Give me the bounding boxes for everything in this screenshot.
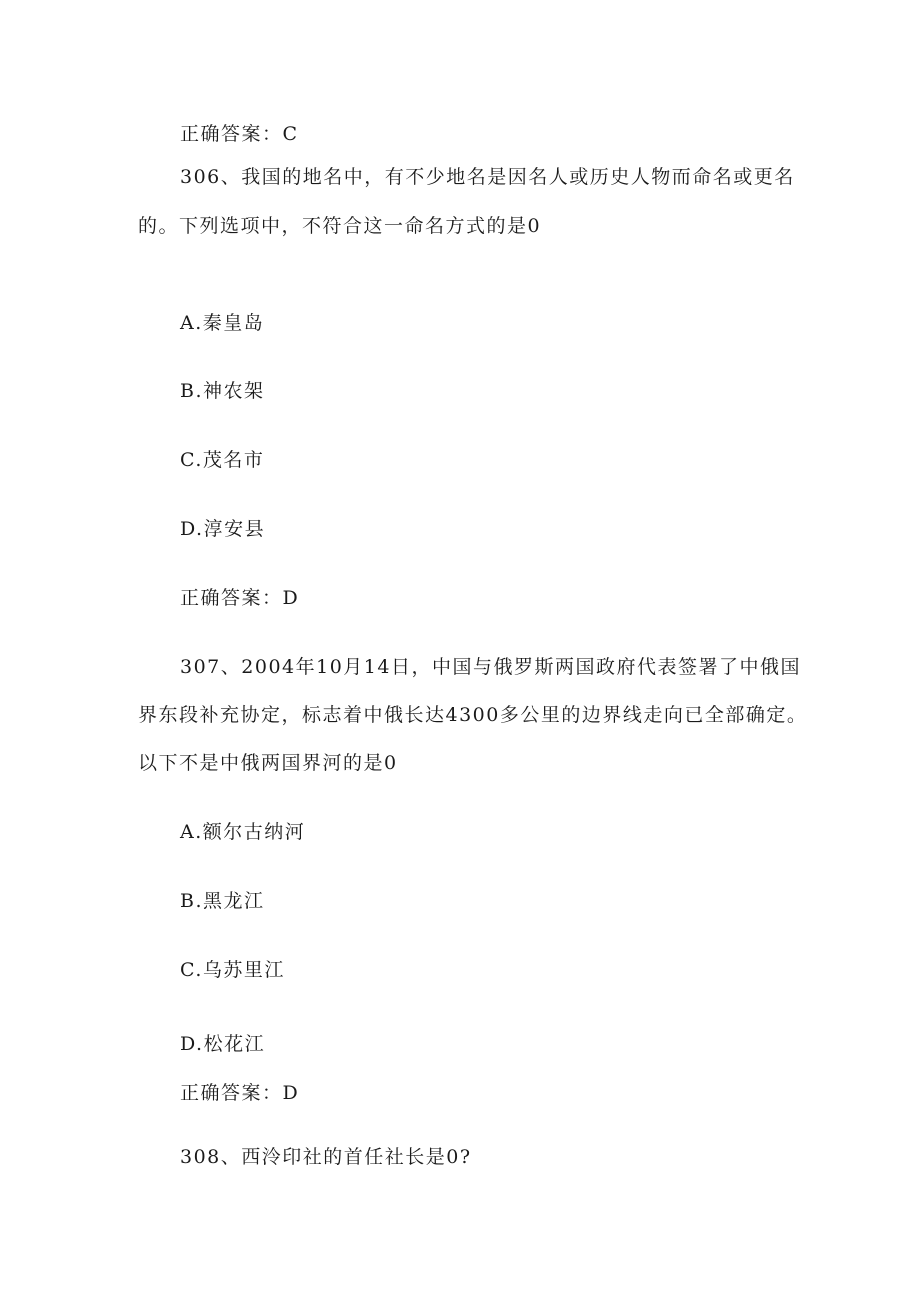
option-a: A.秦皇岛 — [180, 312, 265, 334]
question-307-text: 307、2004年10月14日，中国与俄罗斯两国政府代表签署了中俄国 — [180, 656, 801, 678]
option-d: D.淳安县 — [180, 518, 266, 540]
question-306-text-cont: 的。下列选项中，不符合这一命名方式的是0 — [138, 215, 542, 237]
option-c: C.茂名市 — [180, 449, 265, 471]
question-307-text-cont: 以下不是中俄两国界河的是0 — [138, 752, 398, 774]
answer-line: 正确答案：D — [180, 1082, 300, 1104]
question-306-text: 306、我国的地名中，有不少地名是因名人或历史人物而命名或更名 — [180, 166, 795, 188]
option-c: C.乌苏里江 — [180, 959, 285, 981]
answer-line: 正确答案：C — [180, 123, 299, 145]
option-a: A.额尔古纳河 — [180, 821, 306, 843]
option-b: B.神农架 — [180, 380, 265, 402]
answer-line: 正确答案：D — [180, 587, 300, 609]
question-308-text: 308、西泠印社的首任社长是0? — [180, 1146, 472, 1168]
question-307-text-cont: 界东段补充协定，标志着中俄长达4300多公里的边界线走向已全部确定。 — [138, 704, 808, 726]
option-b: B.黑龙江 — [180, 890, 265, 912]
option-d: D.松花江 — [180, 1033, 266, 1055]
